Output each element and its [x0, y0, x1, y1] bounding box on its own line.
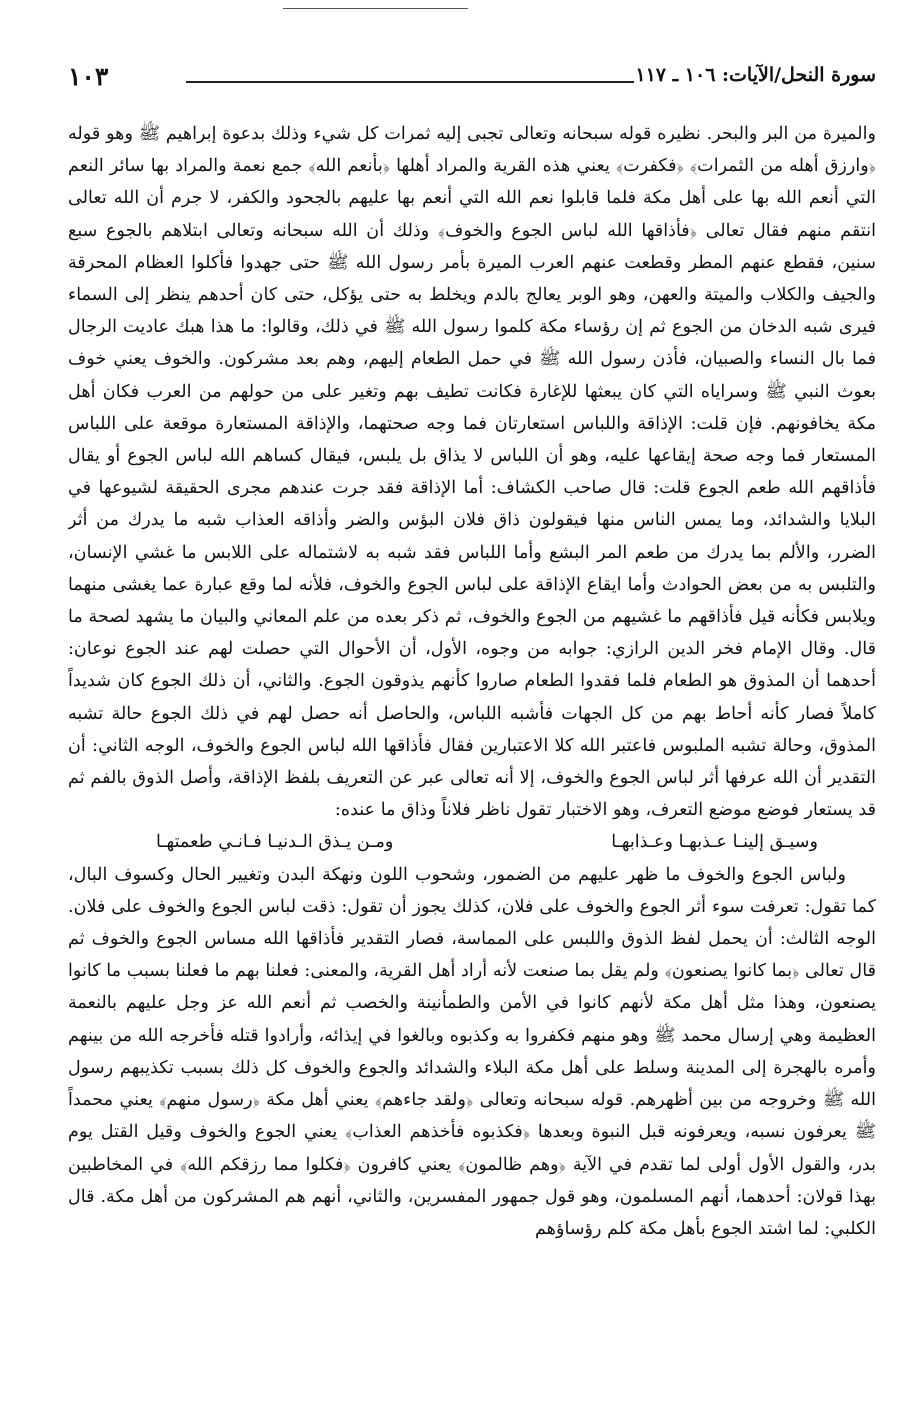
- header-rule: [186, 81, 634, 83]
- verse-first-hemistich: ومـن يـذق الـدنيـا فـانـي طعمتهـا: [156, 832, 394, 853]
- poetry-verse: [68, 826, 876, 858]
- page-header: [68, 60, 876, 100]
- paragraph-2: ولباس الجوع والخوف ما ظهر عليهم من الضمور، وشحوب اللون ونهكة البدن وتغيير الحال وكسوف البال، كما تقول: تعرفت سوء أثر الجوع والخوف على فلان، كذلك يجوز أن تقول: ذقت لباس الجوع والخوف على فلان. الوجه الثالث: أن يحمل لفظ الذوق واللبس على المماسة، فصار التقدير فأذاقها الله مساس الجوع والخوف ثم قال تعالى ﴿بما كانوا يصنعون﴾ ولم يقل بما صنعت لأنه أراد أهل القرية، والمعنى: فعلنا بهم ما فعلنا بسبب ما كانوا يصنعون، وهذا مثل أهل مكة لأنهم كانوا في الأمن والطمأنينة والخصب ثم أنعم الله عز وجل عليهم بالنعمة العظيمة وهي إرسال محمد ﷺ وهو منهم فكفروا به وكذبوه وبالغوا في إيذائه، وأرادوا قتله فأخرجه الله من بينهم وأمره بالهجرة إلى المدينة وسلط على أهل مكة البلاء والشدائد والجوع والخوف كل ذلك بسبب تكذيبهم رسول الله ﷺ وخروجه من بين أظهرهم. قوله سبحانه وتعالى ﴿ولقد جاءهم﴾ يعني أهل مكة ﴿رسول منهم﴾ يعني محمداً ﷺ يعرفون نسبه، ويعرفونه قبل النبوة وبعدها ﴿فكذبوه فأخذهم العذاب﴾ يعني الجوع والخوف وقيل القتل يوم بدر، والقول الأول أولى لما تقدم في الآية ﴿وهم ظالمون﴾ يعني كافرون ﴿فكلوا مما رزقكم الله﴾ في المخاطبين بهذا قولان: أحدهما، أنهم المسلمون، وهو قول جمهور المفسرين، والثاني، أنهم هم المشركون من أهل مكة. قال الكلبي: لما اشتد الجوع بأهل مكة كلم رؤساؤهم: [68, 864, 876, 1239]
- running-title: سورة النحل/الآيات: ١٠٦ ـ ١١٧: [635, 64, 876, 86]
- paragraph-1: والميرة من البر والبحر. نظيره قوله سبحانه وتعالى تجبى إليه ثمرات كل شيء وذلك بدعوة إبراهيم ﷺ وهو قوله ﴿وارزق أهله من الثمرات﴾ ﴿فكفرت﴾ يعني هذه القرية والمراد أهلها ﴿بأنعم الله﴾ جمع نعمة والمراد بها سائر النعم التي أنعم الله بها على أهل مكة فلما قابلوا نعم الله التي أنعم بها عليهم بالجحود والكفر، لا جرم أن الله تعالى انتقم منهم فقال تعالى ﴿فأذاقها الله لباس الجوع والخوف﴾ وذلك أن الله سبحانه وتعالى ابتلاهم بالجوع سبع سنين، فقطع عنهم المطر وقطعت عنهم العرب الميرة بأمر رسول الله ﷺ حتى جهدوا فأكلوا العظام المحرقة والجيف والكلاب والميتة والعهن، وهو الوبر يعالج بالدم ويخلط به حتى يؤكل، حتى كان أحدهم ينظر إلى السماء فيرى شبه الدخان من الجوع ثم إن رؤساء مكة كلموا رسول الله ﷺ في ذلك، وقالوا: ما هذا هبك عاديت الرجال فما بال النساء والصبيان، فأذن رسول الله ﷺ في حمل الطعام إليهم، وهم بعد مشركون. والخوف يعني خوف بعوث النبي ﷺ وسراياه التي كان يبعثها للإغارة فكانت تطيف بهم وتغير على من حولهم من العرب فكان أهل مكة يخافونهم. فإن قلت: الإذاقة واللباس استعارتان فما وجه صحتهما، والإذاقة المستعارة موقعة على اللباس المستعار فما وجه صحة إيقاعها عليه، وهو أن اللباس لا يذاق بل يلبس، فيقال كساهم الله لباس الجوع أو يقال فأذاقهم الله طعم الجوع قلت: قال صاحب الكشاف: أما الإذاقة فقد جرت عندهم مجرى الحقيقة لشيوعها في البلايا والشدائد، وما يمس الناس منها فيقولون ذاق فلان البؤس والضر وأذاقه العذاب شبه ما يدرك من أثر الضرر، والألم بما يدرك من طعم المر البشع وأما اللباس فقد شبه به لاشتماله على اللابس ما غشي الإنسان، والتلبس به من بعض الحوادث وأما ايقاع الإذاقة على لباس الجوع والخوف، فلأنه لما وقع عبارة عما يغشى منهما ويلابس فكأنه قيل فأذاقهم ما غشيهم من الجوع والخوف، ثم ذكر بعده من علم المعاني والبيان ما يشهد لصحة ما قال. وقال الإمام فخر الدين الرازي: جوابه من وجوه، الأول، أن الأحوال التي حصلت لهم عند الجوع نوعان: أحدهما أن المذوق هو الطعام فلما فقدوا الطعام صاروا كأنهم يذوقون الجوع. والثاني، أن ذلك الجوع كان شديداً كاملاً فصار كأنه أحاط بهم من كل الجهات فأشبه اللباس، والحاصل أنه حصل لهم في ذلك الجوع حالة تشبه المذوق، وحالة تشبه الملبوس فاعتبر الله كلا الاعتبارين فقال فأذاقها الله لباس الجوع والخوف، الوجه الثاني: أن التقدير أن الله عرفها أثر لباس الجوع والخوف، إلا أنه تعالى عبر عن التعريف بلفظ الإذاقة، وأصل الذوق بالفم ثم قد يستعار فوضع موضع التعرف، وهو الاختبار تقول ناظر فلاناً وذاق ما عنده:: [68, 124, 876, 821]
- verse-second-hemistich: وسيـق إلينـا عـذبهـا وعـذابهـا: [611, 832, 818, 853]
- page-number: ١٠٣: [68, 62, 109, 91]
- top-divider-line: [283, 8, 468, 9]
- main-text: [68, 118, 876, 1330]
